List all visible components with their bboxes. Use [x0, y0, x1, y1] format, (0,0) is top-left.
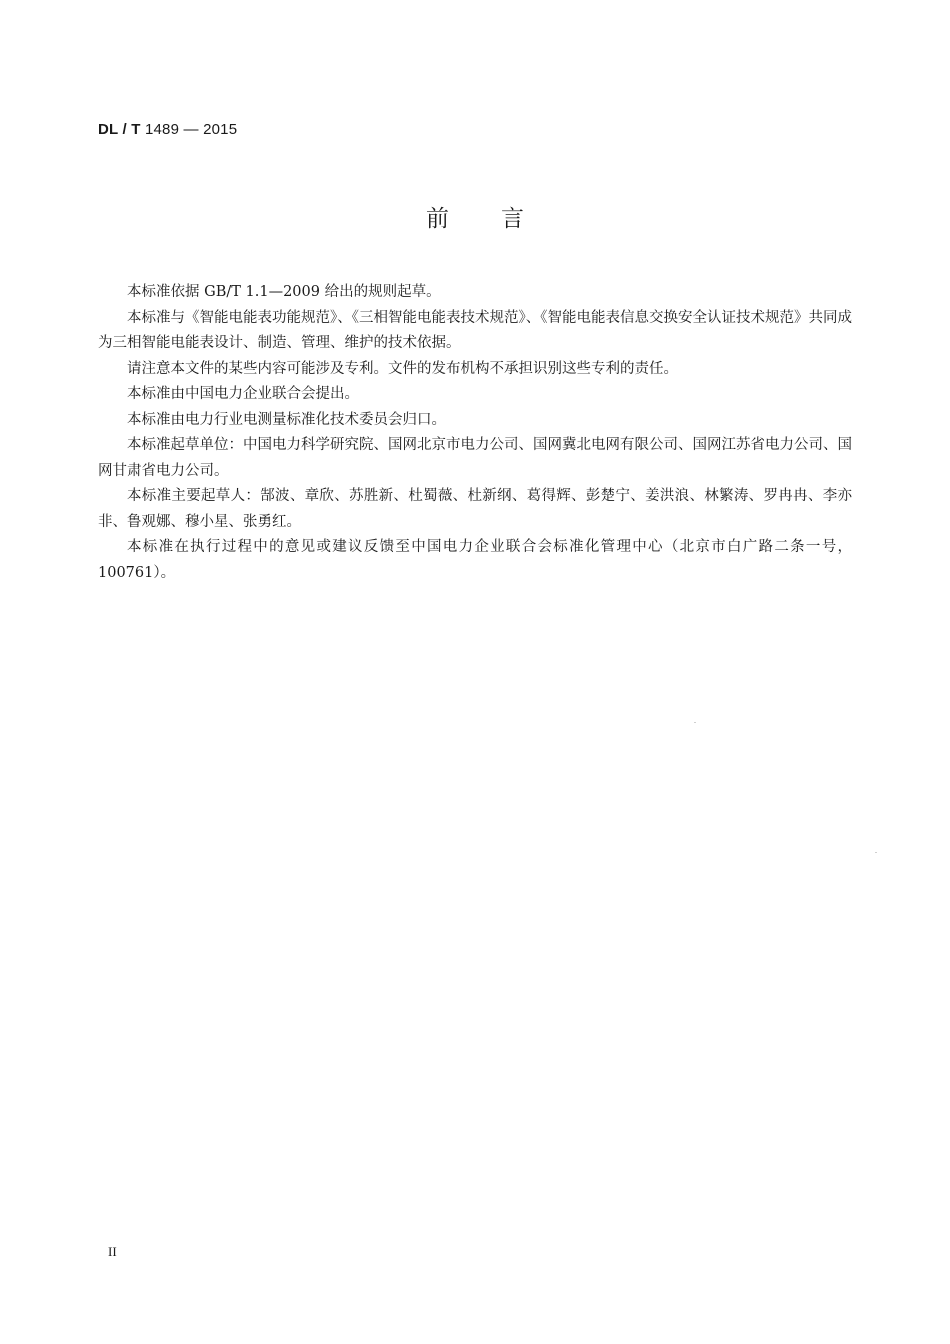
- page-title: 前言: [426, 206, 576, 232]
- paragraph-drafters: 本标准主要起草人：郜波、章欣、苏胜新、杜蜀薇、杜新纲、葛得辉、彭楚宁、姜洪浪、林繁涛、罗冉冉、李亦非、鲁观娜、穆小星、张勇红。: [98, 488, 852, 530]
- paragraph-technical-committee: 本标准由电力行业电测量标准化技术委员会归口。: [127, 411, 446, 428]
- paragraph-drafting-rules: 本标准依据 GB/T 1.1—2009 给出的规则起草。: [127, 284, 441, 300]
- scan-speck: [875, 852, 877, 853]
- paragraph-feedback: 本标准在执行过程中的意见或建议反馈至中国电力企业联合会标准化管理中心（北京市白广路二条一号，100761）。: [98, 539, 852, 581]
- page-number: II: [108, 1244, 117, 1259]
- document-code-number: 1489 — 2015: [144, 121, 238, 138]
- document-code: [98, 121, 237, 138]
- document-code-prefix: DL / T: [98, 121, 141, 138]
- paragraph-proposer: 本标准由中国电力企业联合会提出。: [127, 386, 359, 402]
- paragraph-patent-notice: 请注意本文件的某些内容可能涉及专利。文件的发布机构不承担识别这些专利的责任。: [127, 360, 678, 377]
- paragraph-related-standards: 本标准与《智能电能表功能规范》、《三相智能电能表技术规范》、《智能电能表信息交换安全认证技术规范》共同成为三相智能电能表设计、制造、管理、维护的技术依据。: [98, 309, 852, 351]
- paragraph-drafting-units: 本标准起草单位：中国电力科学研究院、国网北京市电力公司、国网冀北电网有限公司、国网江苏省电力公司、国网甘肃省电力公司。: [98, 437, 852, 479]
- scan-speck: [694, 722, 696, 723]
- foreword-body: [98, 280, 852, 586]
